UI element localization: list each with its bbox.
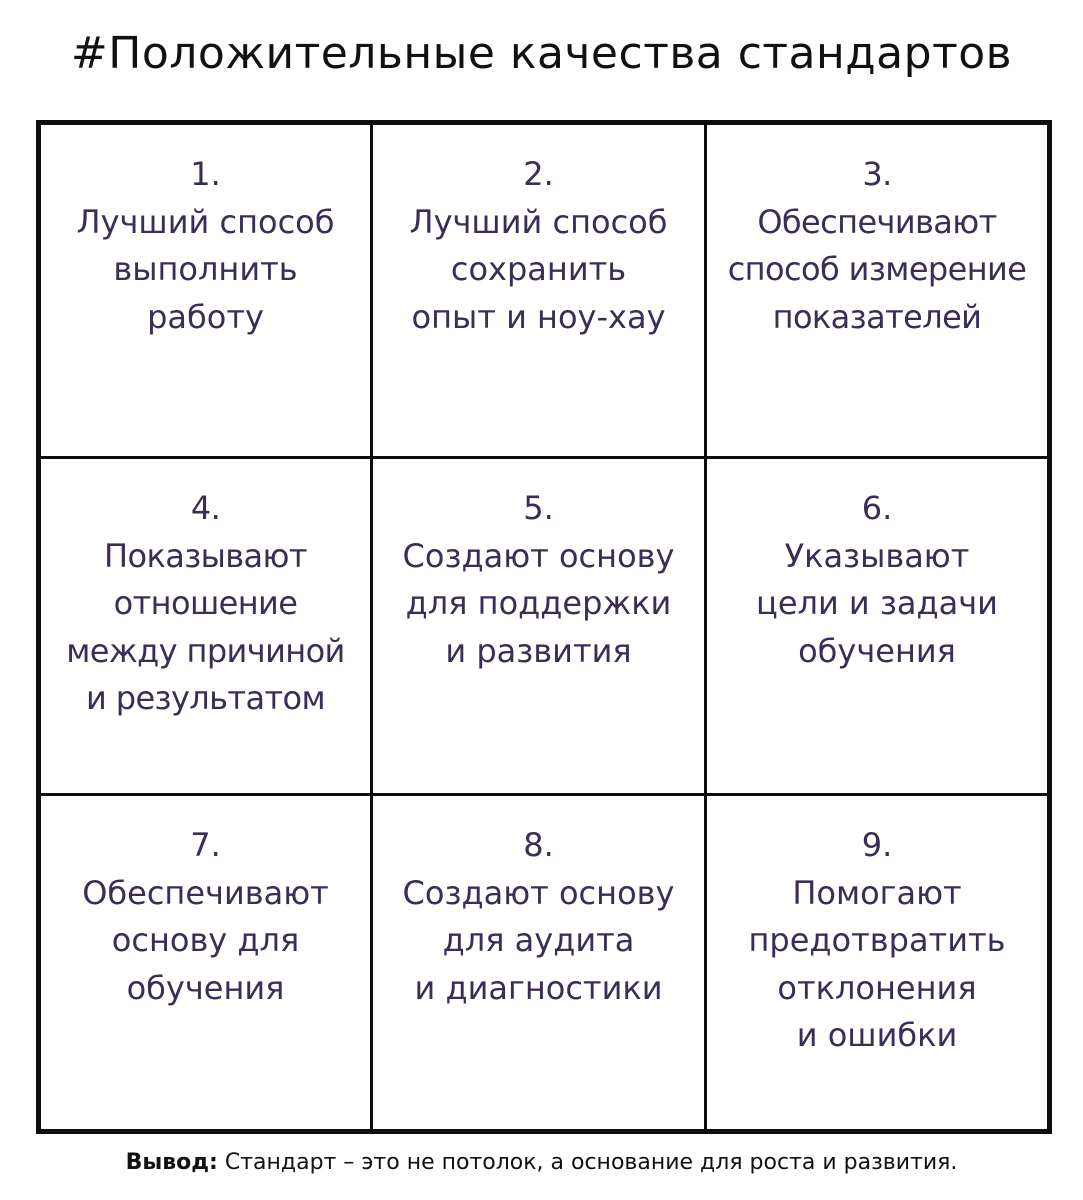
quality-text-line: цели и задачи <box>756 584 998 622</box>
qualities-grid <box>36 120 1052 1134</box>
quality-cell-6 <box>707 459 1047 796</box>
quality-text-line: Лучший способ <box>76 202 335 241</box>
quality-number: 6. <box>861 489 893 527</box>
quality-text-line: и развития <box>445 631 632 670</box>
quality-text-line: обучения <box>126 968 285 1007</box>
quality-text-line: выполнить <box>113 250 298 288</box>
quality-text-line: показателей <box>772 297 982 336</box>
quality-text-line: Создают основу <box>402 873 675 912</box>
quality-number: 3. <box>862 155 892 193</box>
quality-number: 2. <box>523 155 554 193</box>
quality-text-line: Указывают <box>784 536 970 575</box>
quality-text-line: для аудита <box>442 921 635 959</box>
quality-text-line: Обеспечивают <box>82 873 329 912</box>
quality-text-line: отклонения <box>777 968 977 1007</box>
conclusion <box>0 1150 1083 1175</box>
conclusion-label: Вывод: <box>125 1150 218 1175</box>
quality-text-line: для поддержки <box>405 584 672 622</box>
quality-cell-5 <box>373 459 707 796</box>
quality-text-line: способ измерение <box>727 250 1027 288</box>
quality-text-line: Создают основу <box>402 536 675 575</box>
quality-cell-9 <box>707 796 1047 1129</box>
quality-cell-3 <box>707 125 1047 459</box>
quality-number: 9. <box>861 826 893 864</box>
quality-text-line: сохранить <box>450 250 627 288</box>
quality-text-line: Показывают <box>104 536 307 575</box>
quality-text-line: опыт и ноу-хау <box>411 297 666 336</box>
quality-number: 5. <box>523 489 554 527</box>
quality-cell-7 <box>41 796 373 1129</box>
conclusion-text: Стандарт – это не потолок, а основание для роста и развития. <box>217 1150 958 1175</box>
quality-cell-8 <box>373 796 707 1129</box>
quality-text-line: между причиной <box>66 631 345 670</box>
quality-text-line: основу для <box>111 921 300 959</box>
quality-cell-2 <box>373 125 707 459</box>
quality-text-line: и диагностики <box>414 968 663 1007</box>
page-title: #Положительные качества стандартов <box>70 28 1013 79</box>
quality-text-line: Помогают <box>792 873 962 912</box>
quality-text-line: Лучший способ <box>409 202 668 241</box>
quality-number: 1. <box>190 155 221 193</box>
quality-text-line: отношение <box>113 584 298 622</box>
quality-cell-1 <box>41 125 373 459</box>
quality-number: 8. <box>523 826 554 864</box>
quality-text-line: и ошибки <box>796 1016 958 1054</box>
quality-text-line: предотвратить <box>748 921 1006 959</box>
quality-text-line: обучения <box>798 631 956 670</box>
quality-text-line: и результатом <box>85 679 326 717</box>
quality-number: 7. <box>190 826 221 864</box>
quality-cell-4 <box>41 459 373 796</box>
quality-text-line: работу <box>147 297 264 336</box>
quality-number: 4. <box>190 489 221 527</box>
quality-text-line: Обеспечивают <box>757 202 997 241</box>
